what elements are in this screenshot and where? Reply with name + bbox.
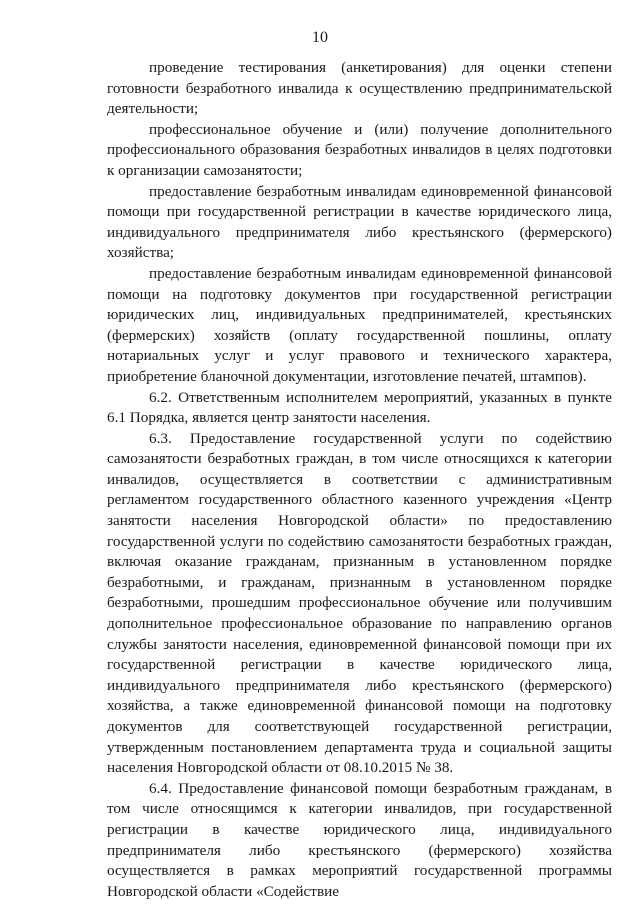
paragraph-registration-aid: предоставление безработным инвалидам единовременной финансовой помощи при государственной регистрации в качестве юридического лица, индивидуального предпринимателя либо крестьянского (фермерского) хозяйства; bbox=[107, 182, 612, 262]
paragraph-training: профессиональное обучение и (или) получение дополнительного профессионального образования безработных инвалидов в целях подготовки к организации самозанятости; bbox=[107, 120, 612, 179]
paragraph-documents-aid: предоставление безработным инвалидам единовременной финансовой помощи на подготовку документов при государственной регистрации юридических лиц, индивидуальных предпринимателей, крестьянских (фермерских) хозяйств (оплату государственной пошлины, оплату нотариальных услуг и услуг правового и технического характера, приобретение бланочной документации, изготовление печатей, штампов). bbox=[107, 264, 612, 385]
paragraph-testing: проведение тестирования (анкетирования) для оценки степени готовности безработного инвалида к осуществлению предпринимательской деятельности; bbox=[107, 59, 612, 118]
paragraph-6-3: 6.3. Предоставление государственной услуги по содействию самозанятости безработных граждан, в том числе относящихся к категории инвалидов, осуществляется в соответствии с административным регламентом государственного областного казенного учреждения «Центр занятости населения Новгородской области» по предоставлению государственной услуги по содействию самозанятости безработных граждан, включая оказание гражданам, признанным в установленном порядке безработными, и гражданам, признанным в установленном порядке безработными, прошедшим профессиональное обучение или получившим дополнительное профессиональное образование по направлению органов службы занятости населения, единовременной финансовой помощи при их государственной регистрации в качестве юридического лица, индивидуального предпринимателя либо крестьянского (фермерского) хозяйства, а также единовременной финансовой помощи на подготовку документов для соответствующей государственной регистрации, утвержденным постановлением департамента труда и социальной защиты населения Новгородской области от 08.10.2015 № 38. bbox=[107, 429, 612, 777]
document-body bbox=[107, 58, 612, 902]
page-number: 10 bbox=[312, 29, 328, 46]
paragraph-6-4: 6.4. Предоставление финансовой помощи безработным гражданам, в том числе относящимся к категории инвалидов, при государственной регистрации в качестве юридического лица, индивидуального предпринимателя либо крестьянского (фермерского) хозяйства осуществляется в рамках мероприятий государственной программы Новгородской области «Содействие bbox=[107, 779, 612, 900]
paragraph-6-2: 6.2. Ответственным исполнителем мероприятий, указанных в пункте 6.1 Порядка, является центр занятости населения. bbox=[107, 388, 612, 427]
